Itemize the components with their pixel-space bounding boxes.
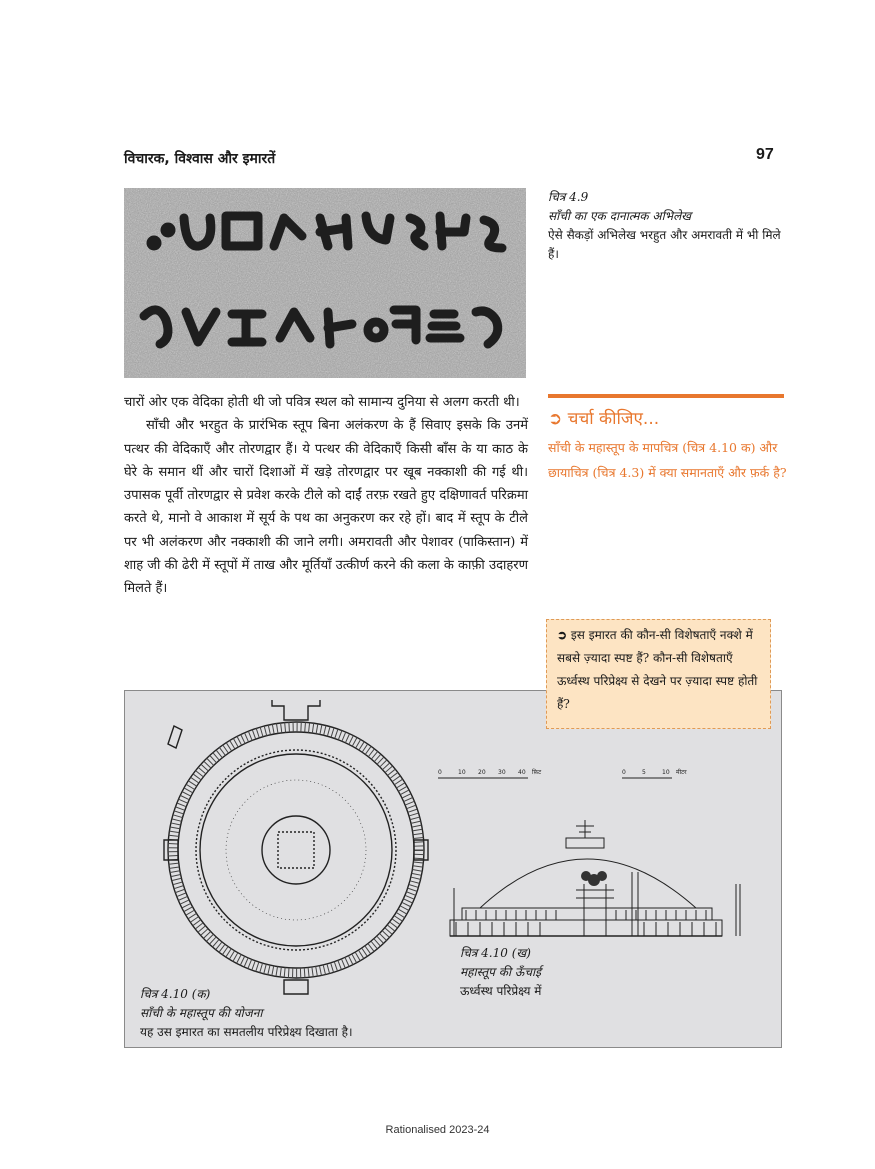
inscription-photo	[124, 188, 526, 378]
question-text: इस इमारत की कौन-सी विशेषताएँ नक्शे में सबसे ज़्यादा स्पष्ट हैं? कौन-सी विशेषताएँ ऊर्ध्वस्थ परिप्रेक्ष्य से देखने पर ज़्यादा स्पष्ट होती हैं?	[557, 628, 758, 711]
scale-feet-tick: 20	[478, 769, 486, 776]
figure-4-10-ka-caption	[140, 985, 460, 1042]
arrow-circle-icon: ➲	[548, 409, 563, 429]
discuss-section	[548, 406, 788, 485]
discuss-rule	[548, 394, 784, 398]
discuss-text: साँची के महास्तूप के मापचित्र (चित्र 4.10 क) और छायाचित्र (चित्र 4.3) में क्या समानताएँ और फ़र्क है?	[548, 440, 787, 480]
figure-4-10-ka-description: यह उस इमारत का समतलीय परिप्रेक्ष्य दिखाता है।	[140, 1025, 353, 1039]
arrow-circle-icon: ➲	[557, 628, 568, 642]
body-text	[124, 391, 528, 601]
figure-4-9-label: चित्र 4.9	[548, 190, 589, 204]
body-paragraph-1: चारों ओर एक वेदिका होती थी जो पवित्र स्थल को सामान्य दुनिया से अलग करती थी।	[124, 395, 520, 410]
page-number: 97	[756, 146, 774, 163]
scale-metre-unit: मीटर	[676, 769, 687, 776]
discuss-heading-row	[548, 406, 788, 429]
figure-4-10-ka-label: चित्र 4.10 (क)	[140, 987, 211, 1001]
figure-4-10-kha-title: महास्तूप की ऊँचाई	[460, 965, 541, 979]
scale-metre-tick: 10	[662, 769, 670, 776]
scale-metre-tick: 0	[622, 769, 626, 776]
scale-feet-unit: फ़िट	[532, 769, 542, 776]
question-box	[546, 619, 771, 729]
figure-4-9-title: साँची का एक दानात्मक अभिलेख	[548, 209, 692, 223]
figure-4-10-kha-description: ऊर्ध्वस्थ परिप्रेक्ष्य में	[460, 984, 542, 998]
body-paragraph-2: साँची और भरहुत के प्रारंभिक स्तूप बिना अलंकरण के हैं सिवाए इसके कि उनमें पत्थर की वेदिकाएँ और तोरणद्वार हैं। ये पत्थर की वेदिकाएँ किसी बाँस के या काठ के घेरे के समान थीं और चारों दिशाओं में खड़े तोरणद्वार पर खूब नक्काशी की गई थी। उपासक पूर्वी तोरणद्वार से प्रवेश करके टीले को दाईं तरफ़ रखते हुए दक्षिणावर्त परिक्रमा करते थे, मानो वे आकाश में सूर्य के पथ का अनुकरण कर रहे हों। बाद में स्तूप के टीले पर भी अलंकरण और नक्काशी की जाने लगी। अमरावती और पेशावर (पाकिस्तान) में शाह जी की ढेरी में स्तूपों में ताख और मूर्तियाँ उत्कीर्ण करने की कला के काफ़ी उदाहरण मिलते हैं।	[124, 418, 528, 597]
figure-4-10-kha-caption	[460, 944, 700, 1001]
figure-4-10-kha-label: चित्र 4.10 (ख)	[460, 946, 531, 960]
discuss-heading: चर्चा कीजिए...	[567, 409, 660, 429]
scale-metre-tick: 5	[642, 769, 646, 776]
figure-4-9-description: ऐसे सैकड़ों अभिलेख भरहुत और अमरावती में भी मिले हैं।	[548, 228, 781, 261]
scale-feet-tick: 10	[458, 769, 466, 776]
stupa-plan-drawing	[160, 700, 450, 1004]
scale-feet-tick: 40	[518, 769, 526, 776]
chapter-title: विचारक, विश्वास और इमारतें	[124, 151, 276, 167]
figure-4-9-caption	[548, 188, 788, 264]
stupa-elevation-drawing	[436, 760, 756, 949]
scale-feet-tick: 30	[498, 769, 506, 776]
figure-4-10-ka-title: साँची के महास्तूप की योजना	[140, 1006, 263, 1020]
footer-text: Rationalised 2023-24	[385, 1124, 490, 1136]
scale-feet-tick: 0	[438, 769, 442, 776]
